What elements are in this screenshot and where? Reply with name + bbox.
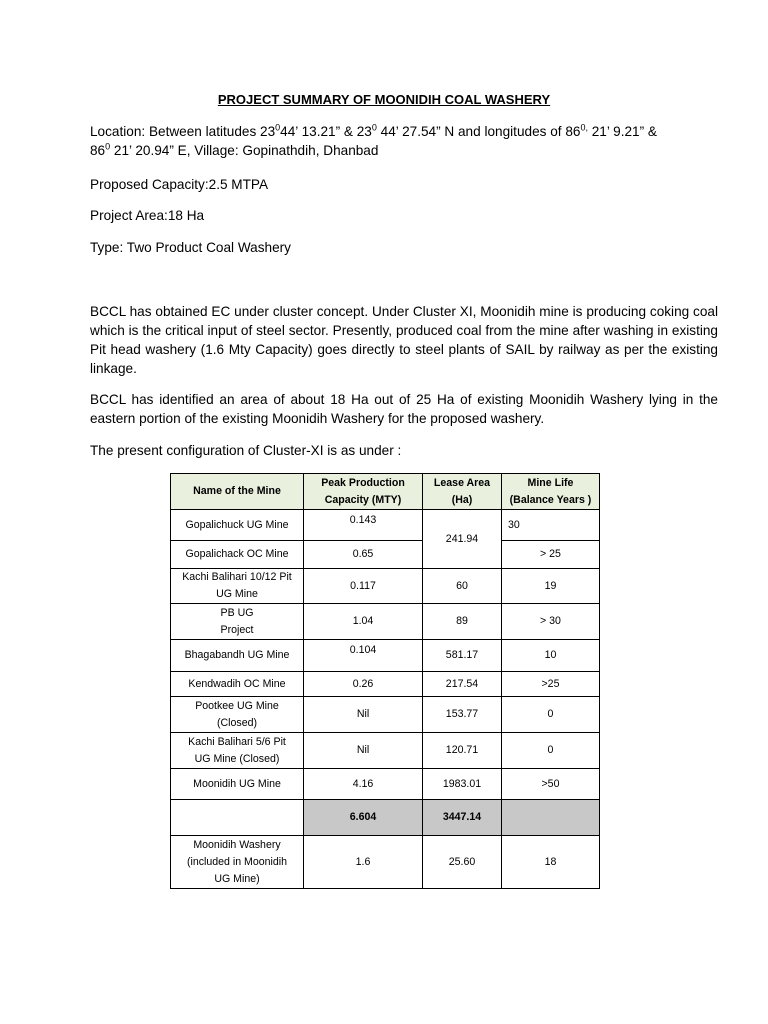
location-text: 21’ 9.21” & [587,124,657,139]
mine-capacity: 4.16 [304,769,423,800]
location-paragraph [90,122,718,160]
mine-life: > 25 [502,541,600,569]
mine-life: 10 [502,640,600,672]
mine-life: 30 [502,510,600,541]
mine-life: > 30 [502,604,600,640]
mine-lease: 241.94 [423,510,502,569]
washery-name: Moonidih Washery (included in Moonidih UG Mine) [171,836,304,889]
mine-name: Gopalichuck UG Mine [171,510,304,541]
project-area: Project Area:18 Ha [90,208,205,223]
mine-capacity: 0.104 [304,640,423,672]
mine-capacity: 0.117 [304,569,423,604]
table-row [171,569,600,604]
mine-capacity: 1.04 [304,604,423,640]
mine-life: >25 [502,672,600,697]
cluster-table [170,473,600,889]
total-life-cell [502,800,600,836]
proposed-capacity: Proposed Capacity:2.5 MTPA [90,177,269,192]
mine-name: Kachi Balihari 10/12 Pit UG Mine [171,569,304,604]
table-row [171,640,600,672]
total-label-cell [171,800,304,836]
degree-superscript: 0, [580,122,588,133]
location-text: Location: Between latitudes 23 [90,124,276,139]
table-row [171,672,600,697]
table-row [171,510,600,541]
configuration-intro: The present configuration of Cluster-XI is as under : [90,443,402,458]
total-row [171,800,600,836]
header-lease-area: Lease Area (Ha) [423,474,502,510]
washery-lease: 25.60 [423,836,502,889]
mine-life: 0 [502,733,600,769]
header-mine-life: Mine Life (Balance Years ) [502,474,600,510]
mine-name: Kachi Balihari 5/6 Pit UG Mine (Closed) [171,733,304,769]
mine-life: >50 [502,769,600,800]
mine-lease: 60 [423,569,502,604]
mine-capacity: 0.26 [304,672,423,697]
location-text: 44’ 13.21” & 23 [280,124,372,139]
table-header-row [171,474,600,510]
degree-superscript: 0 [105,141,111,152]
washery-type: Type: Two Product Coal Washery [90,240,291,255]
location-text: 21’ 20.94” E, Village: Gopinathdih, Dhanbad [110,143,379,158]
mine-capacity: 0.143 [304,510,423,541]
mine-lease: 217.54 [423,672,502,697]
washery-capacity: 1.6 [304,836,423,889]
mine-name: Bhagabandh UG Mine [171,640,304,672]
mine-life: 19 [502,569,600,604]
document-title: PROJECT SUMMARY OF MOONIDIH COAL WASHERY [217,92,551,107]
degree-superscript: 0 [275,122,281,133]
ec-paragraph: BCCL has obtained EC under cluster concept. Under Cluster XI, Moonidih mine is producing coking coal which is the critical input of steel sector. Presently, produced coal from the mine after washing in existing Pit head washery (1.6 Mty Capacity) goes directly to steel plants of SAIL by railway as per the existing linkage. [90,304,718,376]
table-row [171,733,600,769]
area-paragraph: BCCL has identified an area of about 18 Ha out of 25 Ha of existing Moonidih Washery lying in the eastern portion of the existing Moonidih Washery for the proposed washery. [90,392,718,426]
mine-lease: 120.71 [423,733,502,769]
washery-life: 18 [502,836,600,889]
mine-lease: 89 [423,604,502,640]
table-row [171,604,600,640]
mine-name: Pootkee UG Mine (Closed) [171,697,304,733]
washery-row [171,836,600,889]
mine-name: Moonidih UG Mine [171,769,304,800]
mine-lease: 1983.01 [423,769,502,800]
header-name-of-mine: Name of the Mine [171,474,304,510]
total-lease: 3447.14 [423,800,502,836]
mine-name: Kendwadih OC Mine [171,672,304,697]
mine-lease: 153.77 [423,697,502,733]
table-row [171,697,600,733]
mine-life: 0 [502,697,600,733]
mine-capacity: Nil [304,697,423,733]
table-row [171,769,600,800]
table-row [171,541,600,569]
degree-superscript: 0 [371,122,377,133]
location-text: 44’ 27.54” N and longitudes of 86 [376,124,581,139]
mine-name: PB UG Project [171,604,304,640]
header-peak-capacity: Peak Production Capacity (MTY) [304,474,423,510]
mine-capacity: Nil [304,733,423,769]
mine-name: Gopalichack OC Mine [171,541,304,569]
total-capacity: 6.604 [304,800,423,836]
mine-lease: 581.17 [423,640,502,672]
mine-capacity: 0.65 [304,541,423,569]
location-text: 86 [90,143,106,158]
